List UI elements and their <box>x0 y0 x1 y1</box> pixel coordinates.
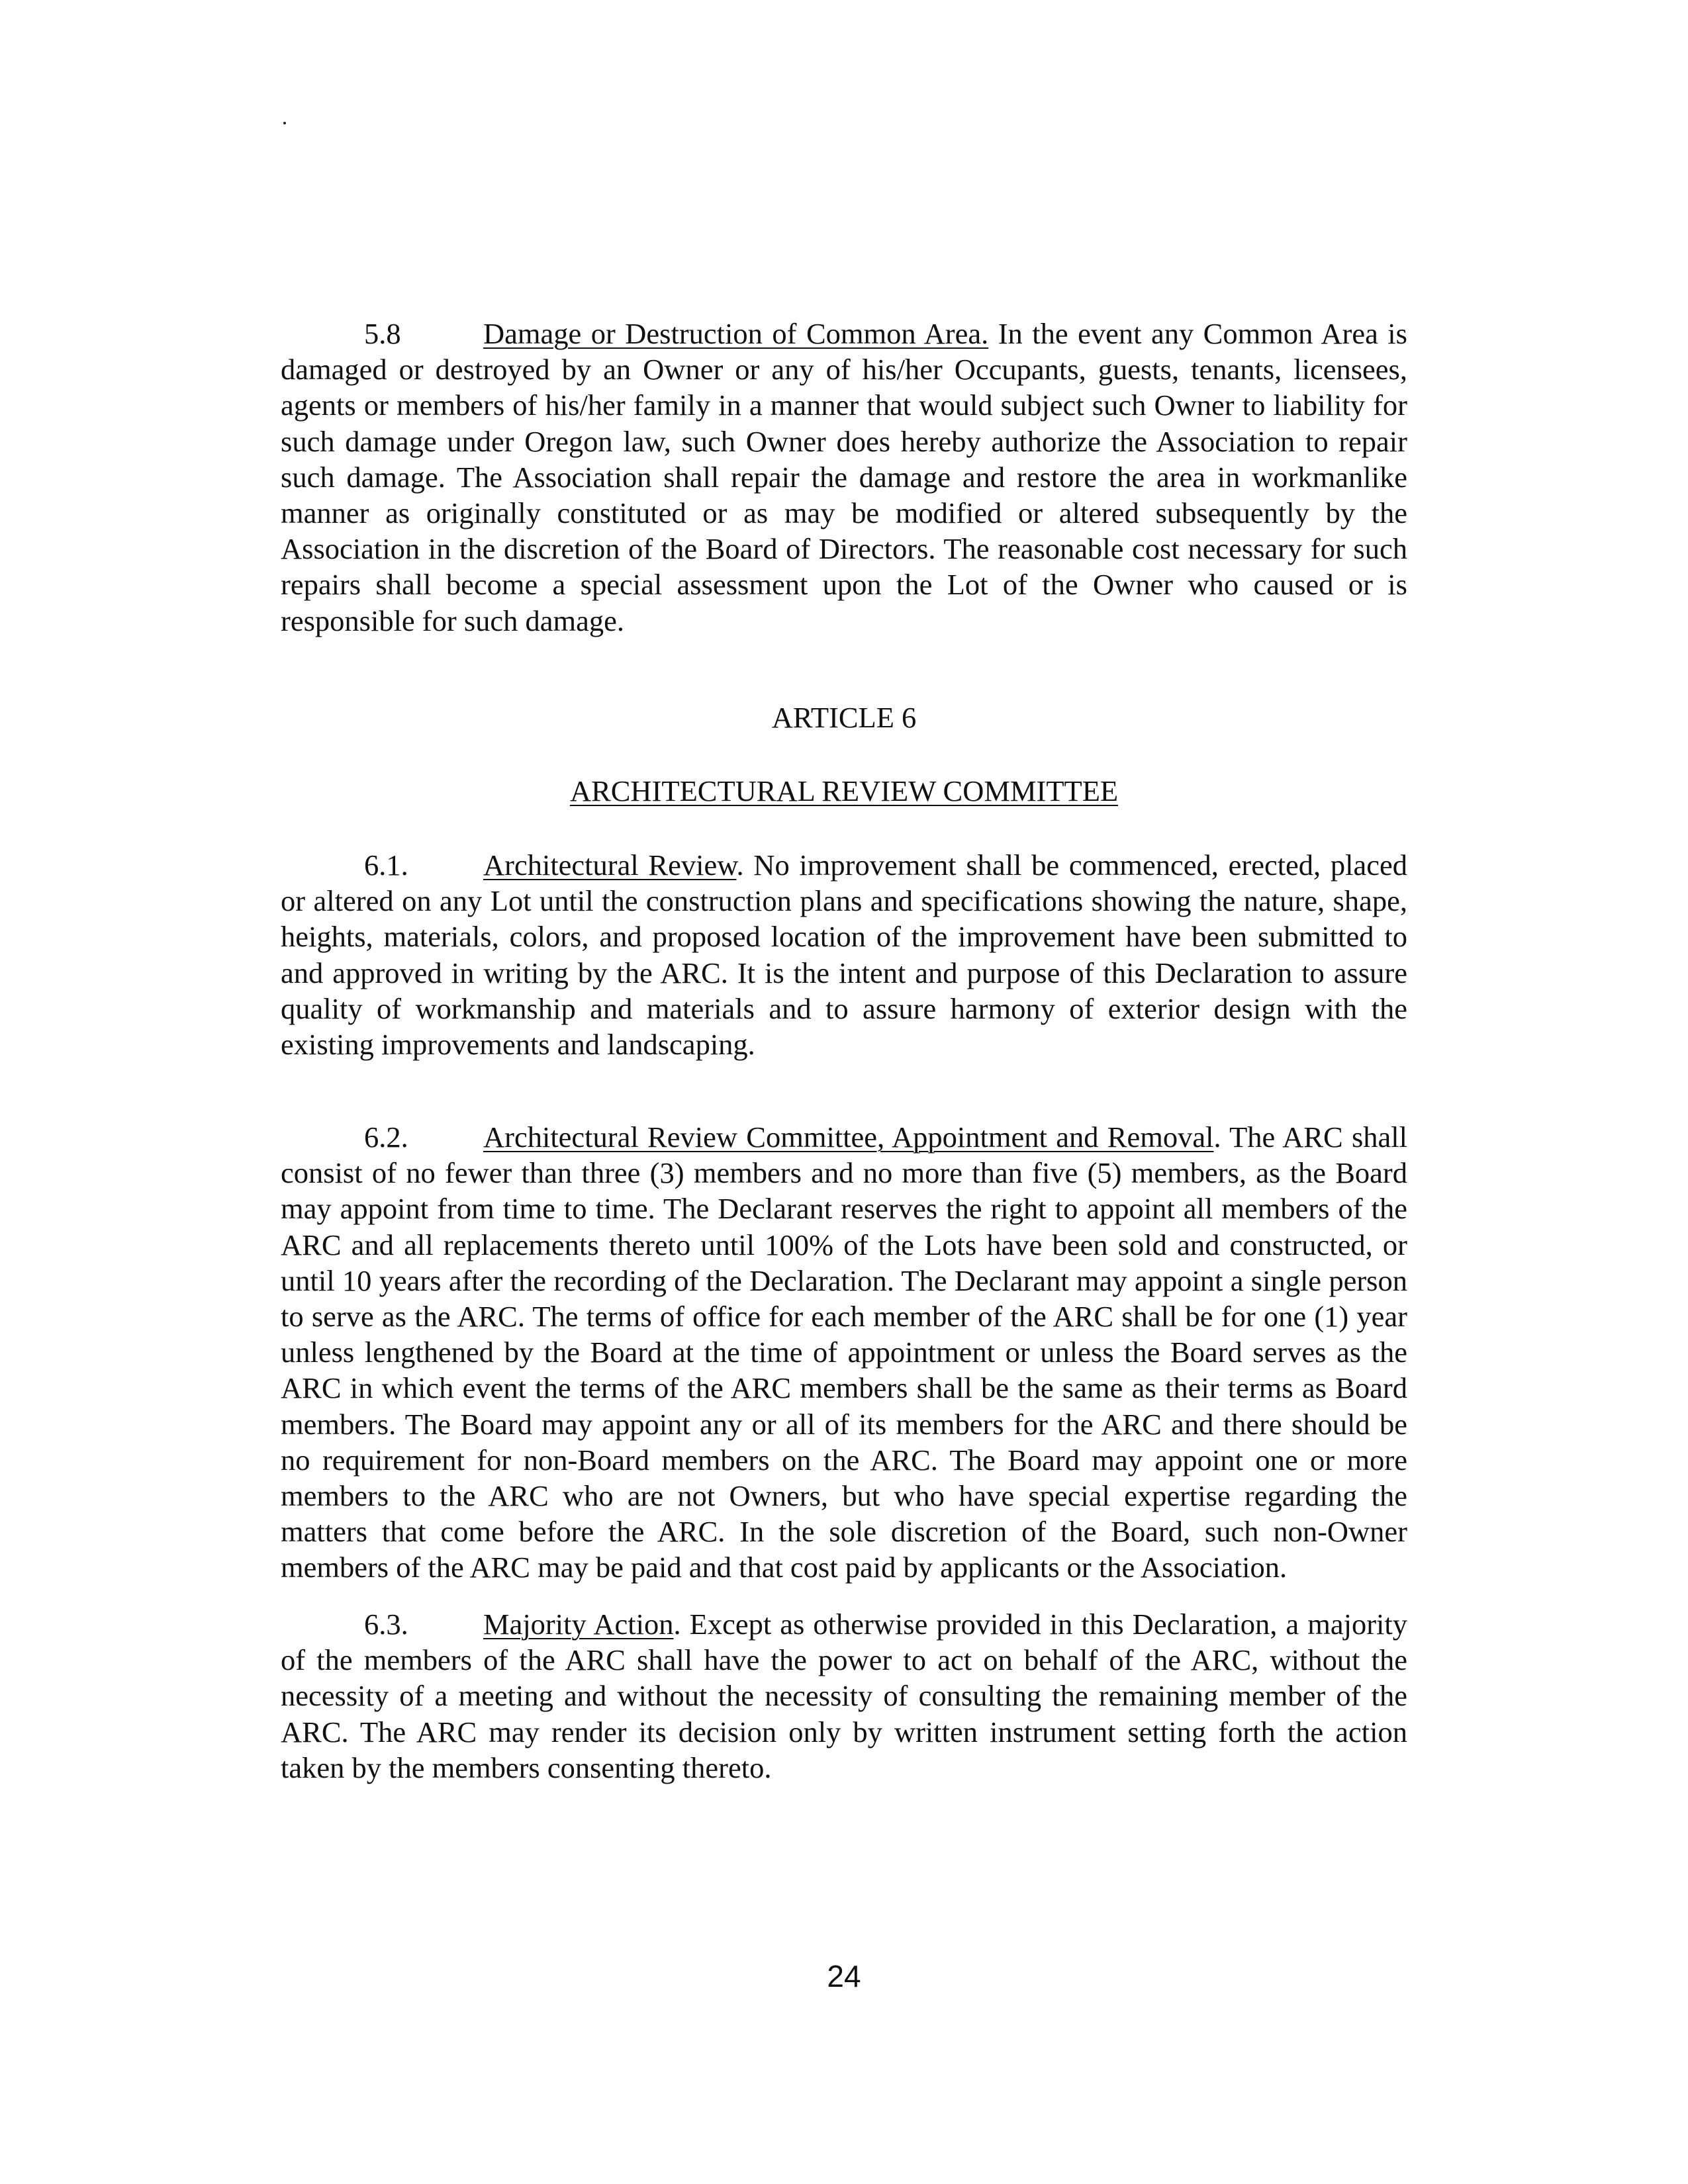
section-6-3 <box>281 1606 1407 1786</box>
section-title: Architectural Review Committee, Appointment and Removal <box>483 1120 1214 1154</box>
section-6-2 <box>281 1119 1407 1586</box>
section-5-8 <box>281 316 1407 639</box>
section-title: Damage or Destruction of Common Area. <box>483 317 989 350</box>
section-number: 6.2. <box>364 1120 408 1154</box>
section-body: In the event any Common Area is damaged or destroyed by an Owner or any of his/her Occupants, guests, tenants, licensees, agents or members of his/her family in a manner that would subject such Owner to liability for such damage under Oregon law, such Owner does hereby authorize the Association to repair such damage. The Association shall repair the damage and restore the area in workmanlike manner as originally constituted or as may be modified or altered subsequently by the Association in the discretion of the Board of Directors. The reasonable cost necessary for such repairs shall become a special assessment upon the Lot of the Owner who caused or is responsible for such damage. <box>281 317 1407 637</box>
section-number: 5.8 <box>364 317 401 350</box>
article-heading: ARTICLE 6 <box>771 701 917 734</box>
section-body: . No improvement shall be commenced, erected, placed or altered on any Lot until the construction plans and specifications showing the nature, shape, heights, materials, colors, and proposed location of the improvement have been submitted to and approved in writing by the ARC. It is the intent and purpose of this Declaration to assure quality of workmanship and materials and to assure harmony of exterior design with the existing improvements and landscaping. <box>281 848 1407 1062</box>
stray-mark <box>283 122 286 124</box>
section-number: 6.1. <box>364 848 408 882</box>
page-number: 24 <box>827 1959 861 1993</box>
section-body: . The ARC shall consist of no fewer than three (3) members and no more than five (5) members, as the Board may appoint from time to time. The Declarant reserves the right to appoint all members of the ARC and all replacements thereto until 100% of the Lots have been sold and constructed, or until 10 years after the recording of the Declaration. The Declarant may appoint a single person to serve as the ARC. The terms of office for each member of the ARC shall be for one (1) year unless lengthened by the Board at the time of appointment or unless the Board serves as the ARC in which event the terms of the ARC members shall be the same as their terms as Board members. The Board may appoint any or all of its members for the ARC and there should be no requirement for non-Board members on the ARC. The Board may appoint one or more members to the ARC who are not Owners, but who have special expertise regarding the matters that come before the ARC. In the sole discretion of the Board, such non-Owner members of the ARC may be paid and that cost paid by applicants or the Association. <box>281 1120 1407 1584</box>
section-number: 6.3. <box>364 1608 408 1641</box>
section-6-1 <box>281 847 1407 1062</box>
article-title <box>281 773 1407 809</box>
article-title-text: ARCHITECTURAL REVIEW COMMITTEE <box>569 774 1119 807</box>
section-title: Majority Action <box>483 1608 674 1641</box>
section-body: . Except as otherwise provided in this Declaration, a majority of the members of the ARC shall have the power to act on behalf of the ARC, without the necessity of a meeting and without the necessity of consulting the remaining member of the ARC. The ARC may render its decision only by written instrument setting forth the action taken by the members consenting thereto. <box>281 1608 1407 1784</box>
section-title: Architectural Review <box>483 848 737 882</box>
